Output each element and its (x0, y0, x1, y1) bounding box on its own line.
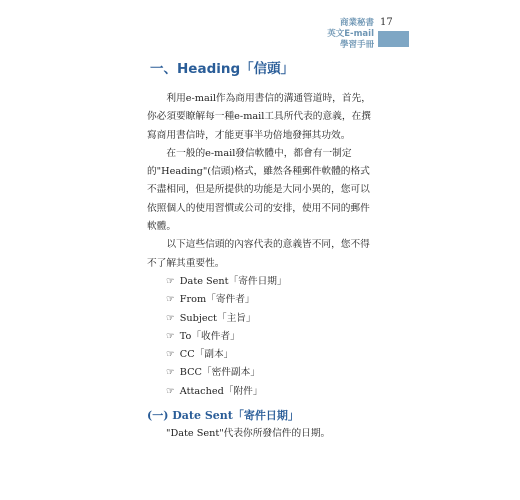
section-body (147, 90, 375, 401)
header-line-3: 學習手冊 (339, 40, 374, 50)
pointing-hand-icon: ☞ (166, 294, 175, 306)
list-item-label: Attached「附件」 (179, 385, 263, 397)
pointing-hand-icon: ☞ (166, 312, 175, 324)
list-item (166, 273, 375, 291)
list-item-label: Date Sent「寄件日期」 (179, 275, 287, 287)
pointing-hand-icon: ☞ (166, 275, 175, 287)
list-item (166, 310, 375, 328)
subsection-text: "Date Sent"代表你所發信件的日期。 (166, 428, 331, 439)
header-line-2: 英文E-mail (327, 29, 374, 39)
list-item (166, 328, 375, 346)
list-item-label: Subject「主旨」 (179, 312, 256, 324)
pointing-hand-icon: ☞ (166, 330, 175, 342)
header-line-1: 商業秘書 (339, 18, 374, 28)
paragraph-2: 在一般的e-mail發信軟體中，都會有一制定的"Heading"(信頭)格式，雖然各種郵件軟體的格式不盡相同，但是所提供的功能是大同小異的，您可以依照個人的使用習慣或公司的安排，使用不同的郵件軟體。 (147, 147, 370, 233)
list-item-label: BCC「密件副本」 (179, 367, 261, 379)
running-header (327, 18, 374, 51)
list-item-label: To「收件者」 (179, 330, 240, 342)
list-item (166, 346, 375, 364)
list-item-label: From「寄件者」 (179, 294, 255, 306)
subsection-heading: (一) Date Sent「寄件日期」 (147, 409, 299, 422)
pointing-hand-icon: ☞ (166, 367, 175, 379)
page-number: 17 (380, 17, 393, 28)
list-item (166, 383, 375, 401)
heading-field-list (147, 273, 375, 401)
paragraph-1: 利用e-mail作為商用書信的溝通管道時，首先，你必須要瞭解每一種e-mail工具所代表的意義，在撰寫商用書信時，才能更事半功倍地發揮其功效。 (147, 93, 371, 141)
list-item (166, 364, 375, 382)
section-heading: 一、Heading「信頭」 (150, 61, 295, 77)
pointing-hand-icon: ☞ (166, 385, 175, 397)
pointing-hand-icon: ☞ (166, 349, 175, 361)
list-item (166, 291, 375, 309)
paragraph-3: 以下這些信頭的內容代表的意義皆不同，您不得不了解其重要性。 (147, 239, 370, 269)
chapter-tab (378, 31, 409, 47)
list-item-label: CC「副本」 (179, 349, 234, 361)
